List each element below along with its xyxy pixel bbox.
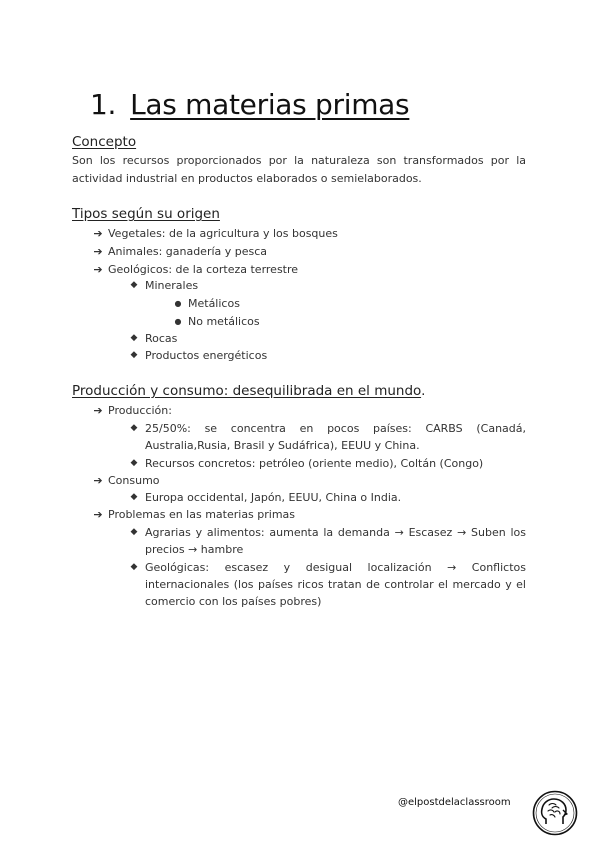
- list-item-animales: ➔ Animales: ganadería y pesca: [88, 243, 267, 260]
- list-item-geologicos: ➔ Geológicos: de la corteza terrestre: [88, 261, 298, 278]
- diamond-bullet-icon: ◆: [130, 423, 138, 433]
- arrow-bullet-icon: ➔: [93, 474, 103, 487]
- arrow-bullet-icon: ➔: [93, 227, 103, 240]
- diamond-bullet-icon: ◆: [130, 333, 138, 343]
- list-item-geologicas: ◆ Geológicas: escasez y desigual localización → Conflictos internacionales (los países ricos tratan de controlar el mercado y el comercio con los países pobres): [126, 559, 526, 610]
- list-item-produccion: ➔ Producción:: [88, 402, 172, 419]
- footer-handle: @elpostdelaclassroom: [398, 797, 511, 808]
- arrow-bullet-icon: ➔: [93, 245, 103, 258]
- diamond-bullet-icon: ◆: [130, 280, 138, 290]
- brain-head-logo-icon: [532, 790, 578, 836]
- diamond-bullet-icon: ◆: [130, 492, 138, 502]
- concepto-line-2: actividad industrial en productos elaborados o semielaborados.: [72, 172, 422, 185]
- title-number: 1.: [90, 88, 117, 121]
- dot-bullet-icon: ●: [174, 299, 182, 308]
- diamond-bullet-icon: ◆: [130, 562, 138, 572]
- diamond-bullet-icon: ◆: [130, 458, 138, 468]
- arrow-bullet-icon: ➔: [93, 404, 103, 417]
- arrow-bullet-icon: ➔: [93, 508, 103, 521]
- concepto-heading: Concepto: [72, 134, 137, 150]
- list-item-agrarias: ◆ Agrarias y alimentos: aumenta la demanda → Escasez → Suben los precios → hambre: [126, 524, 526, 558]
- page-title: [90, 88, 409, 121]
- concepto-paragraph: [72, 152, 526, 188]
- list-item-concentra: ◆ 25/50%: se concentra en pocos países: CARBS (Canadá, Australia,Rusia, Brasil y Sudáfrica), EEUU y China.: [126, 420, 526, 454]
- list-item-consumo: ➔ Consumo: [88, 472, 160, 489]
- diamond-bullet-icon: ◆: [130, 350, 138, 360]
- arrow-bullet-icon: ➔: [93, 263, 103, 276]
- list-item-recursos: ◆ Recursos concretos: petróleo (oriente medio), Coltán (Congo): [126, 455, 483, 472]
- list-item-vegetales: ➔ Vegetales: de la agricultura y los bosques: [88, 225, 338, 242]
- list-item-problemas: ➔ Problemas en las materias primas: [88, 506, 295, 523]
- list-item-rocas: ◆ Rocas: [126, 330, 177, 347]
- concepto-line-1: Son los recursos proporcionados por la naturaleza son transformados por la: [72, 154, 526, 167]
- list-item-no-metalicos: ● No metálicos: [172, 313, 260, 330]
- dot-bullet-icon: ●: [174, 317, 182, 326]
- list-item-consumo-paises: ◆ Europa occidental, Japón, EEUU, China o India.: [126, 489, 401, 506]
- list-item-metalicos: ● Metálicos: [172, 295, 240, 312]
- tipos-heading: Tipos según su origen: [72, 206, 220, 222]
- list-item-minerales: ◆ Minerales: [126, 277, 198, 294]
- title-text: Las materias primas: [130, 88, 410, 121]
- produccion-heading: Producción y consumo: desequilibrada en el mundo.: [72, 383, 426, 399]
- diamond-bullet-icon: ◆: [130, 527, 138, 537]
- list-item-energeticos: ◆ Productos energéticos: [126, 347, 267, 364]
